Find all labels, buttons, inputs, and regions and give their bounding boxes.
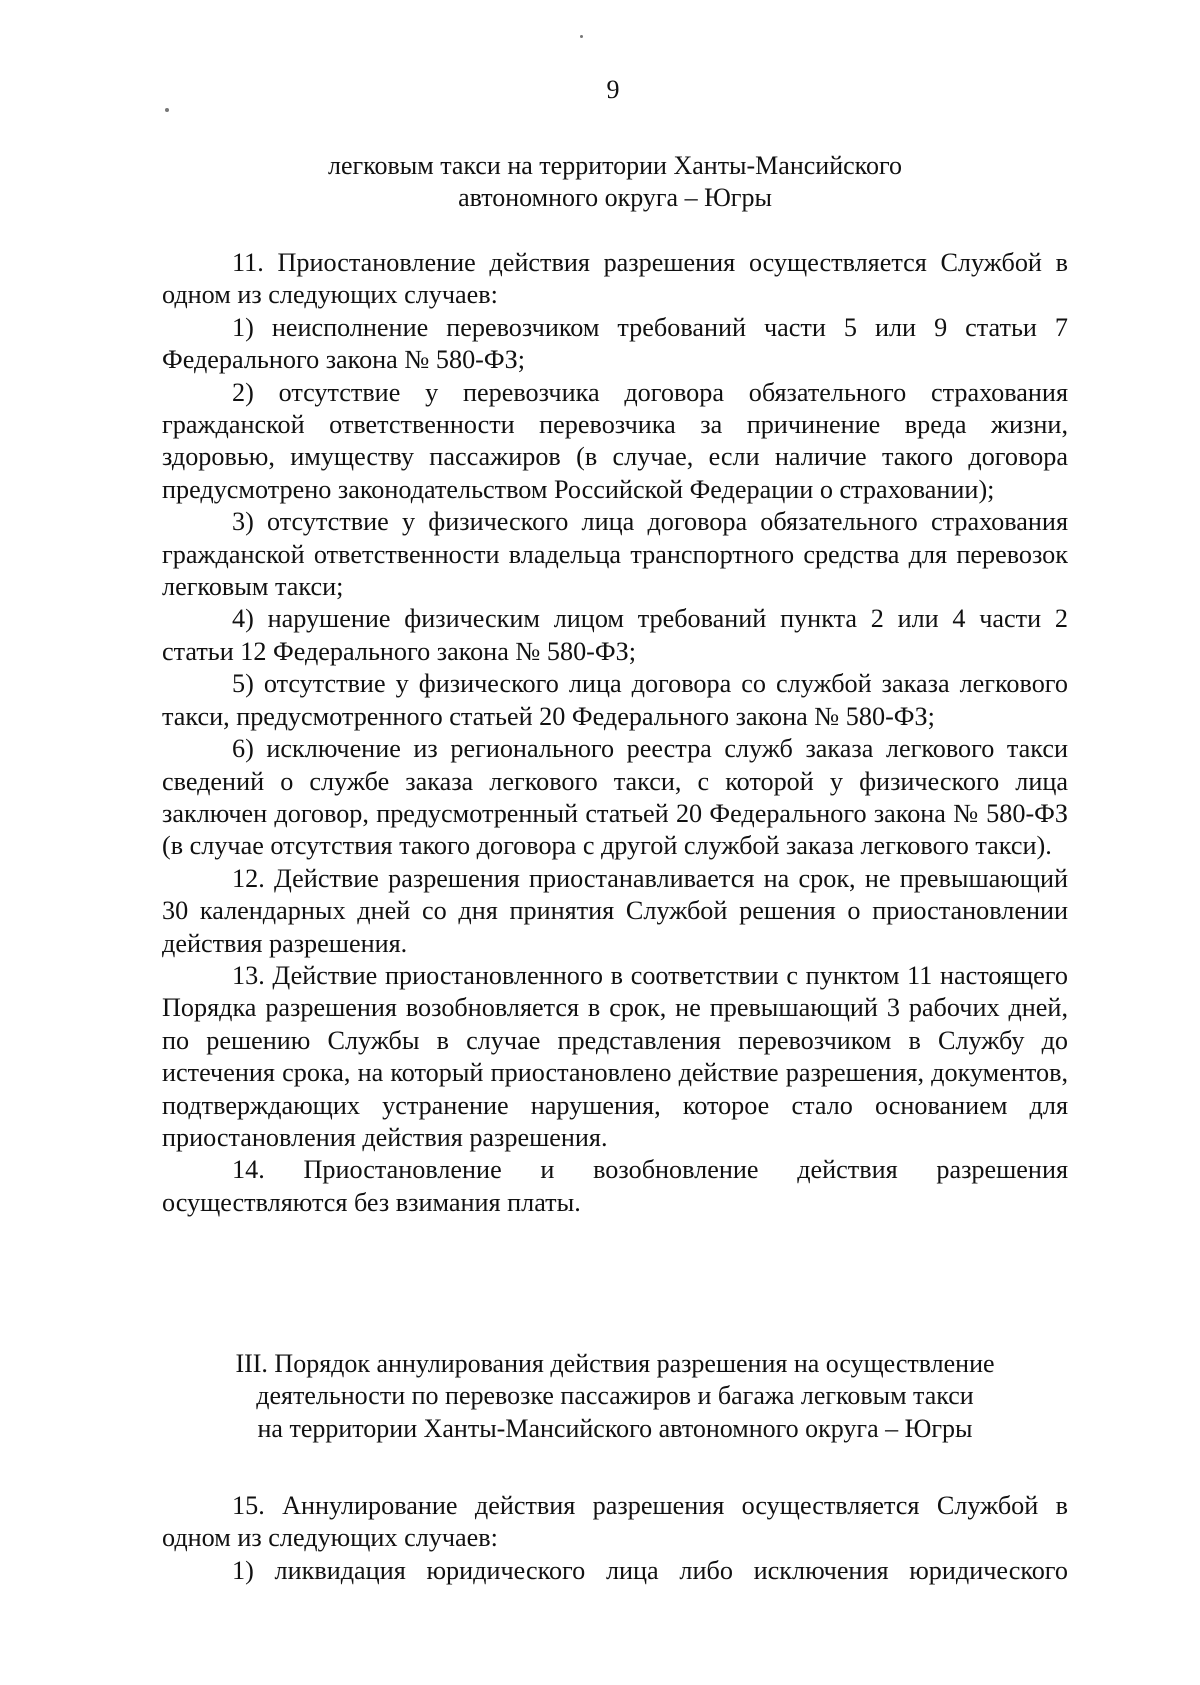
paragraph-11-item-1: 1) неисполнение перевозчиком требований части 5 или 9 статьи 7 Федерального закона № 580-ФЗ; xyxy=(162,312,1068,375)
section-heading-line: на территории Ханты-Мансийского автономного округа – Югры xyxy=(257,1413,973,1443)
heading-line: легковым такси на территории Ханты-Мансийского xyxy=(328,151,902,180)
paragraph-11-item-3: 3) отсутствие у физического лица договора обязательного страхования гражданской ответственности владельца транспортного средства для перевозок легковым такси; xyxy=(162,507,1068,602)
paragraph-15-item-1: 1) ликвидация юридического лица либо исключения юридического xyxy=(232,1555,1068,1585)
main-text-block xyxy=(162,247,1068,1219)
section-heading-iii xyxy=(0,1348,1200,1445)
paragraph-13: 13. Действие приостановленного в соответствии с пунктом 11 настоящего Порядка разрешения возобновляется в срок, не превышающий 3 рабочих дней, по решению Службы в случае представления перевозчиком в Службу до истечения срока, на который приостановлено действие разрешения, документов, подтверждающих устранение нарушения, которое стало основанием для приостановления действия разрешения. xyxy=(162,960,1068,1152)
page-number: 9 xyxy=(606,75,620,104)
scan-speck xyxy=(165,108,169,112)
section-heading-line: III. Порядок аннулирования действия разрешения на осуществление xyxy=(235,1349,995,1378)
section-iii-text-block xyxy=(162,1490,1068,1587)
paragraph-12: 12. Действие разрешения приостанавливается на срок, не превышающий 30 календарных дней со дня принятия Службой решения о приостановлении действия разрешения. xyxy=(162,863,1068,958)
paragraph-15: 15. Аннулирование действия разрешения осуществляется Службой в одном из следующих случаев: xyxy=(162,1491,1068,1553)
heading-line: автономного округа – Югры xyxy=(458,183,772,213)
paragraph-11-item-6: 6) исключение из регионального реестра служб заказа легкового такси сведений о службе заказа легкового такси, с которой у физического лица заключен договор, предусмотренный статьей 20 Федерального закона № 580-ФЗ (в случае отсутствия такого договора с другой службой заказа легкового такси). xyxy=(162,734,1068,861)
paragraph-14: 14. Приостановление и возобновление действия разрешения осуществляются без взимания платы. xyxy=(162,1155,1068,1217)
scan-speck xyxy=(580,35,583,38)
section-heading-line: деятельности по перевозке пассажиров и багажа легковым такси xyxy=(256,1381,974,1411)
paragraph-11: 11. Приостановление действия разрешения осуществляется Службой в одном из следующих случаев: xyxy=(162,248,1068,310)
paragraph-11-item-5: 5) отсутствие у физического лица договора со службой заказа легкового такси, предусмотренного статьей 20 Федерального закона № 580-ФЗ; xyxy=(162,669,1068,731)
paragraph-11-item-2: 2) отсутствие у перевозчика договора обязательного страхования гражданской ответственности перевозчика за причинение вреда жизни, здоровью, имуществу пассажиров (в случае, если наличие такого договора предусмотрено законодательством Российской Федерации о страховании); xyxy=(162,377,1068,504)
paragraph-11-item-4: 4) нарушение физическим лицом требований пункта 2 или 4 части 2 статьи 12 Федерального закона № 580-ФЗ; xyxy=(162,604,1068,666)
continued-heading xyxy=(0,150,1200,215)
